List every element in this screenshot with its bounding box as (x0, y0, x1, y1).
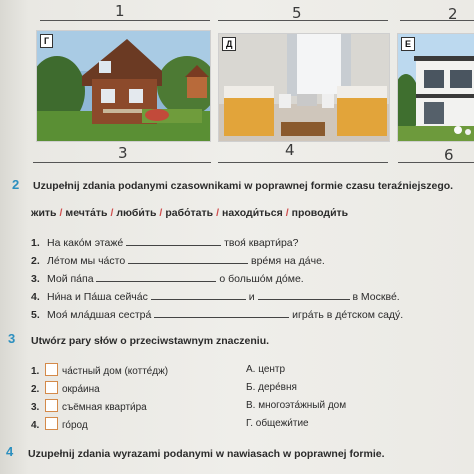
answer-blank[interactable] (151, 290, 246, 300)
match-left-item: 3. съёмная кварти́ра (31, 399, 147, 413)
exercise-3-number: 3 (8, 331, 16, 346)
exercise-2-number: 2 (12, 177, 20, 192)
handwritten-answer: 2 (448, 5, 458, 23)
sentence-row: 1. На како́м этаже́ твоя́ кварти́ра? (31, 237, 299, 249)
handwritten-answer: 6 (444, 146, 454, 164)
photo-cottage (36, 30, 211, 142)
sentence-row: 4. Ни́на и Па́ша сейча́с и в Москве́. (31, 291, 400, 303)
match-left-item: 4. го́род (31, 417, 88, 431)
match-right-item: В. многоэта́жный дом (246, 400, 347, 411)
cottage-image (37, 31, 210, 141)
answer-blank[interactable] (128, 254, 248, 264)
answer-blank[interactable] (126, 236, 221, 246)
answer-line-5 (218, 162, 388, 163)
answer-line-4 (33, 162, 211, 163)
photo-label: Г (40, 34, 53, 48)
verb-list: жить / мечта́ть / люби́ть / рабо́тать / находи́ться / проводи́ть (31, 207, 349, 219)
handwritten-answer: 5 (292, 4, 302, 22)
verb: находи́ться (222, 207, 283, 219)
photo-label: Д (222, 37, 236, 51)
answer-blank[interactable] (96, 272, 216, 282)
match-right-item: Г. общежи́тие (246, 418, 309, 429)
sentence-row: 2. Ле́том мы ча́сто вре́мя на да́че. (31, 255, 325, 267)
verb: люби́ть (116, 207, 157, 219)
verb: жить (31, 207, 57, 219)
photo-label: Е (401, 37, 415, 51)
sentence-row: 3. Мой па́па о большо́м до́ме. (31, 273, 304, 285)
match-right-item: А. центр (246, 364, 286, 375)
answer-box[interactable] (45, 381, 58, 394)
match-right-item: Б. дере́вня (246, 382, 297, 393)
answer-blank[interactable] (258, 290, 350, 300)
answer-box[interactable] (45, 399, 58, 412)
answer-line-1 (40, 20, 210, 21)
answer-box[interactable] (45, 363, 58, 376)
handwritten-answer: 1 (115, 2, 125, 20)
exercise-3-title: Utwórz pary słów o przeciwstawnym znaczeniu. (31, 335, 270, 347)
answer-line-6 (398, 162, 474, 163)
handwritten-answer: 4 (285, 141, 295, 159)
match-left-item: 2. окра́ина (31, 381, 100, 395)
photo-bedroom (218, 33, 390, 142)
verb: проводи́ть (291, 207, 349, 219)
exercise-4-title: Uzupełnij zdania wyrazami podanymi w nawiasach w poprawnej formie. (28, 448, 385, 460)
sentence-row: 5. Моя́ мла́дшая сестра́ игра́ть в де́тском саду́. (31, 309, 404, 321)
exercise-2-title: Uzupełnij zdania podanymi czasownikami w poprawnej formie czasu teraźniejszego. (33, 180, 454, 192)
answer-line-2 (218, 20, 388, 21)
verb: мечта́ть (65, 207, 108, 219)
photo-modern-house (397, 33, 474, 142)
answer-blank[interactable] (154, 308, 289, 318)
answer-line-3 (400, 20, 474, 21)
handwritten-answer: 3 (118, 144, 128, 162)
exercise-4-number: 4 (6, 444, 14, 459)
verb: рабо́тать (165, 207, 214, 219)
bedroom-image (219, 34, 389, 141)
match-left-item: 1. ча́стный дом (котте́дж) (31, 363, 168, 377)
answer-box[interactable] (45, 417, 58, 430)
